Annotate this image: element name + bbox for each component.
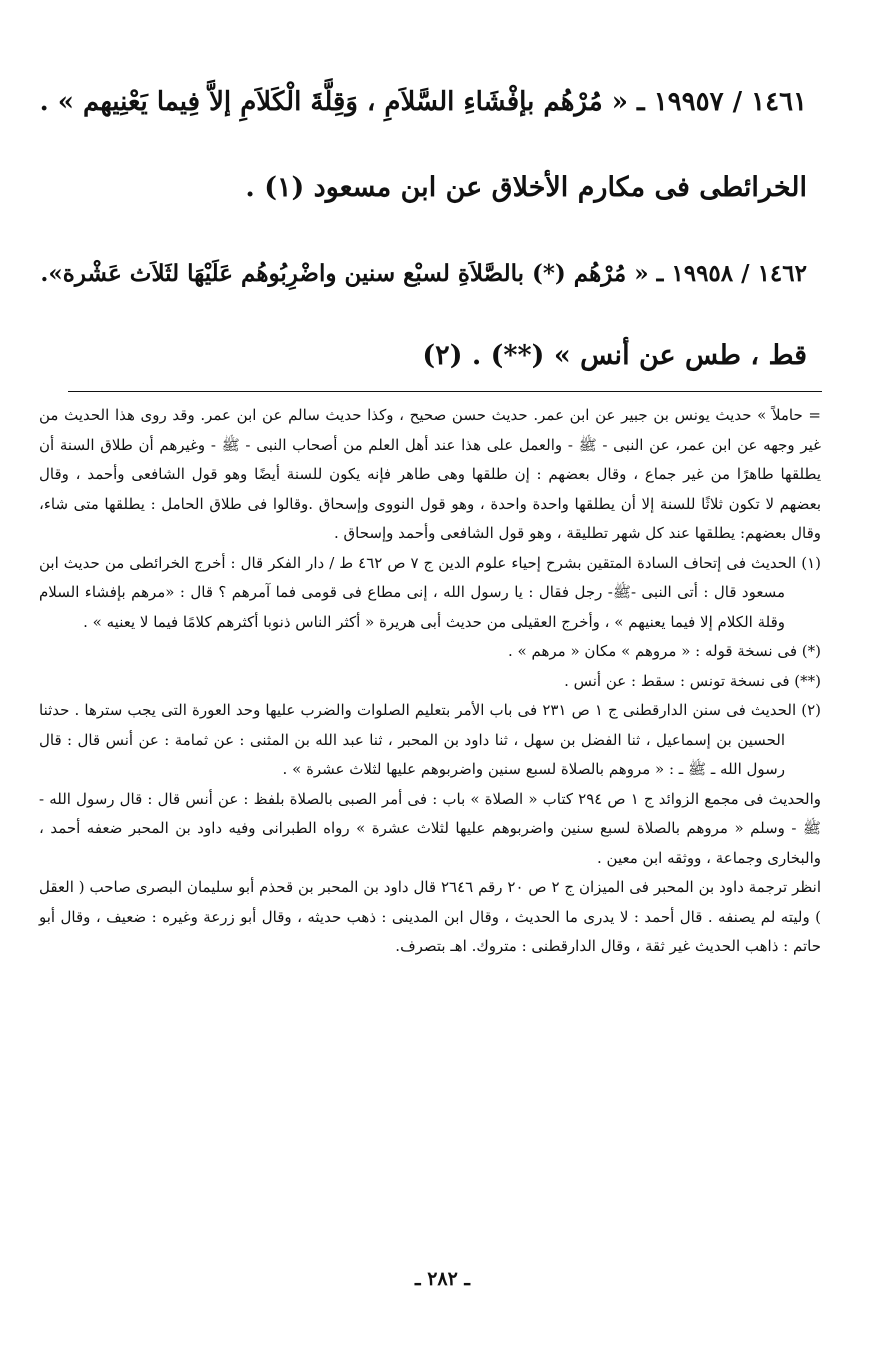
- hadith-1462: ١٤٦٢ / ١٩٩٥٨ ـ « مُرْهُم (*) بالصَّلاَةِ لسبْع سنين واضْرِبُوهُم عَلَيْهَا لثَلاَث عَشْرة».: [40, 260, 807, 287]
- footnote-double-star: (**) فى نسخة تونس : سقط : عن أنس .: [564, 671, 821, 690]
- footnote-star: (*) فى نسخة قوله : « مروهم » مكان « مرهم » .: [508, 642, 821, 660]
- hadith-1461-source: الخرائطى فى مكارم الأخلاق عن ابن مسعود (١) .: [245, 172, 807, 203]
- hadith-1461: ١٤٦١ / ١٩٩٥٧ ـ « مُرْهُم بإفْشَاءِ السَّلاَمِ ، وَقِلَّةَ الْكَلاَمِ إلاَّ فِيما يَعْنِيهم » .: [39, 87, 807, 117]
- footnote-separator: [68, 391, 822, 392]
- footnotes: [39, 401, 821, 962]
- footnote-continuation: = حاملاً » حديث يونس بن جبير عن ابن عمر. حديث حسن صحيح ، وكذا حديث سالم عن ابن عمر. وقد روى هذا الحديث من غير وجهه عن ابن عمر، عن النبى - ﷺ - والعمل على هذا عند أهل العلم من أصحاب النبى - ﷺ - وغيرهم أن طلاق السنة أن يطلقها طاهرًا من غير جماع ، وقال بعضهم : إن طلقها وهى طاهر فإنه يكون للسنة أيضًا وهو قول الشافعى وأحمد ، وقال بعضهم لا تكون ثلاثًا للسنة إلا أن يطلقها واحدة واحدة ، وهو قول النووى وإسحاق .وقالوا فى طلاق الحامل : يطلقها متى شاء، وقال بعضهم: يطلقها عند كل شهر تطليقة ، وهو قول الشافعى وأحمد وإسحاق .: [39, 406, 821, 542]
- footnote-2-paragraph-2: والحديث فى مجمع الزوائد ج ١ ص ٢٩٤ كتاب « الصلاة » باب : فى أمر الصبى بالصلاة بلفظ : عن أنس قال : قال رسول الله - ﷺ - وسلم « مروهم بالصلاة لسبع سنين واضربوهم عليها لثلاث عشرة » رواه الطبرانى وفيه داود بن المحبر ضعفه أحمد ، والبخارى وجماعة ، ووثقه ابن معين .: [39, 789, 822, 867]
- hadith-1462-source: قط ، طس عن أنس » (**) . (٢): [422, 340, 807, 371]
- page-number: ـ ٢٨٢ ـ: [415, 1268, 470, 1290]
- footnote-2-paragraph-3: انظر ترجمة داود بن المحبر فى الميزان ج ٢ ص ٢٠ رقم ٢٦٤٦ قال داود بن المحبر بن قحذم أبو سليمان البصرى صاحب ( العقل ) وليته لم يصنفه . قال أحمد : لا يدرى ما الحديث ، وقال ابن المدينى : ذهب حديثه ، وقال أبو زرعة وغيره : ضعيف ، وقال أبو حاتم : ذاهب الحديث غير ثقة ، وقال الدارقطنى : متروك. اهـ بتصرف.: [39, 878, 822, 955]
- footnote-2: (٢) الحديث فى سنن الدارقطنى ج ١ ص ٢٣١ فى باب الأمر بتعليم الصلوات والضرب عليها وحد العورة التى يجب سترها . حدثنا الحسين بن إسماعيل ، ثنا الفضل بن سهل ، ثنا داود بن المحبر ، ثنا عبد الله بن المثنى : عن ثمامة : عن أنس قال : قال رسول الله ـ ﷺ ـ : « مروهم بالصلاة لسبع سنين واضربوهم عليها لثلاث عشرة » .: [39, 701, 821, 778]
- footnote-1: (١) الحديث فى إتحاف السادة المتقين بشرح إحياء علوم الدين ج ٧ ص ٤٦٢ ط / دار الفكر قال : أخرج الخرائطى من حديث ابن مسعود قال : أتى النبى -ﷺ- رجل فقال : يا رسول الله ، إنى مطاع فى قومى فما آمرهم ؟ قال : «مرهم بإفشاء السلام وقلة الكلام إلا فيما يعنيهم » ، وأخرج العقيلى من حديث أبى هريرة « أكثر الناس ذنوبا أكثرهم كلامًا فيما لا يعنيه » .: [39, 553, 821, 631]
